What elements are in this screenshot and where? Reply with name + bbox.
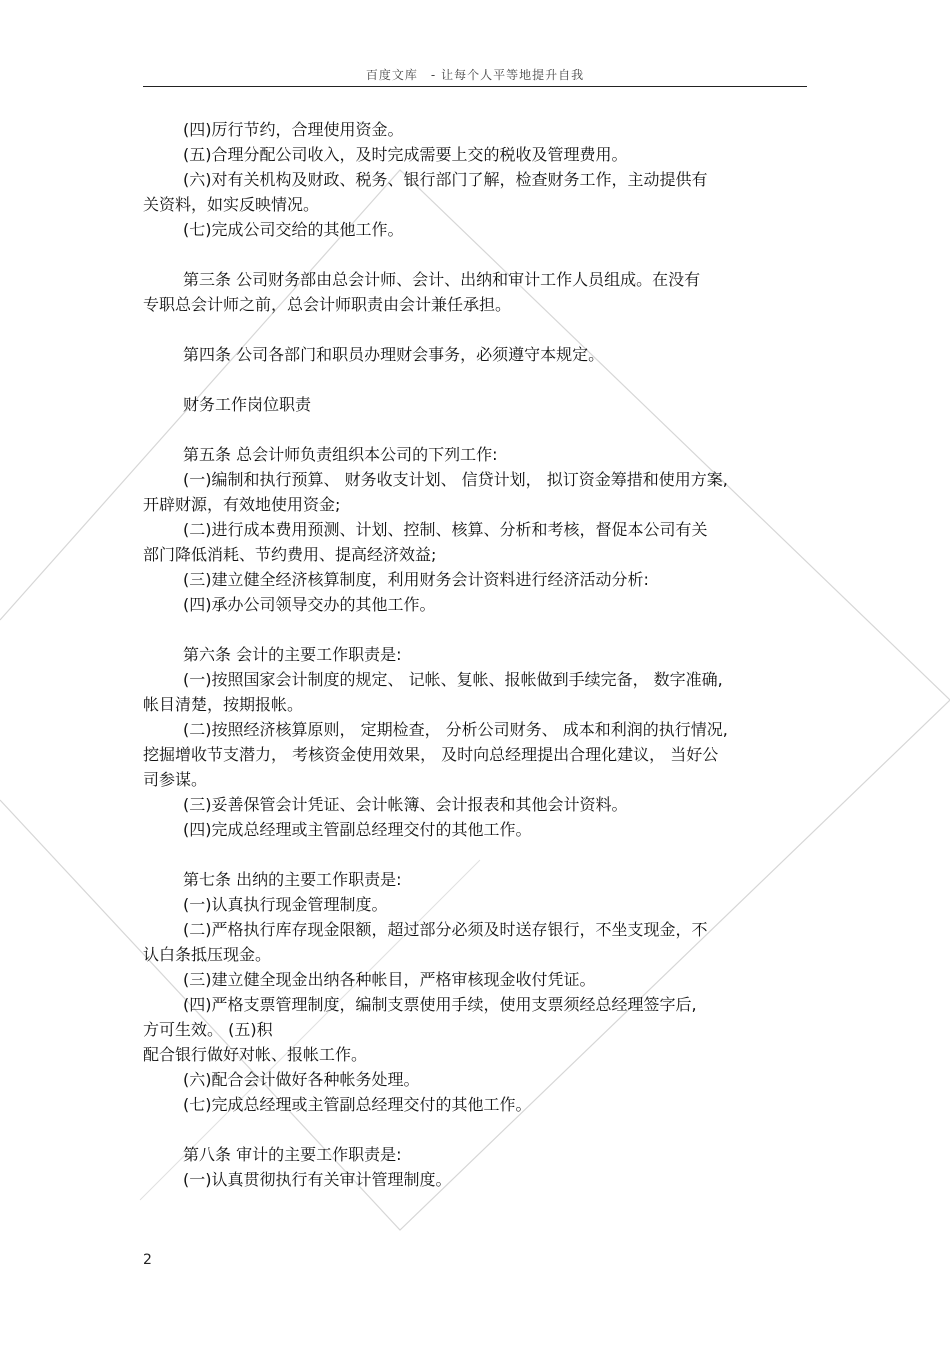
body-line: 司参谋。 [143,770,208,789]
body-line: (六)对有关机构及财政、税务、银行部门了解，检查财务工作，主动提供有 [183,170,708,189]
article-heading: 第四条 公司各部门和职员办理财会事务，必须遵守本规定。 [183,345,605,364]
article-heading: 第三条 公司财务部由总会计师、会计、出纳和审计工作人员组成。在没有 [183,270,701,289]
body-line: 方可生效。 (五)积 [143,1020,273,1039]
article-heading: 第七条 出纳的主要工作职责是: [183,870,402,889]
body-line: (四)严格支票管理制度，编制支票使用手续，使用支票须经总经理签字后, [183,995,697,1014]
body-line: 关资料，如实反映情况。 [143,195,320,214]
article-heading: 第五条 总会计师负责组织本公司的下列工作: [183,445,498,464]
body-line: (四)厉行节约，合理使用资金。 [183,120,404,139]
page-header: 百度文库 - 让每个人平等地提升自我 [365,68,585,82]
body-line: (三)建立健全现金出纳各种帐目，严格审核现金收付凭证。 [183,970,596,989]
body-line: 开辟财源，有效地使用资金; [143,495,341,514]
body-line: (二)进行成本费用预测、计划、控制、核算、分析和考核，督促本公司有关 [183,520,708,539]
body-line: 帐目清楚，按期报帐。 [143,695,304,714]
body-line: (四)完成总经理或主管副总经理交付的其他工作。 [183,820,532,839]
body-line: (七)完成公司交给的其他工作。 [183,220,404,239]
body-line: (七)完成总经理或主管副总经理交付的其他工作。 [183,1095,532,1114]
header-divider [143,86,807,87]
body-line: (一)认真贯彻执行有关审计管理制度。 [183,1170,452,1189]
article-heading: 第六条 会计的主要工作职责是: [183,645,402,664]
body-line: (四)承办公司领导交办的其他工作。 [183,595,436,614]
body-line: (二)严格执行库存现金限额，超过部分必须及时送存银行，不坐支现金，不 [183,920,708,939]
body-line: (二)按照经济核算原则， 定期检查， 分析公司财务、 成本和利润的执行情况, [183,720,728,739]
body-line: 挖掘增收节支潜力， 考核资金使用效果， 及时向总经理提出合理化建议， 当好公 [143,745,719,764]
body-line: 专职总会计师之前，总会计师职责由会计兼任承担。 [143,295,512,314]
body-line: 部门降低消耗、节约费用、提高经济效益; [143,545,437,564]
body-line: (一)编制和执行预算、 财务收支计划、 信贷计划， 拟订资金筹措和使用方案, [183,470,728,489]
body-line: (五)合理分配公司收入，及时完成需要上交的税收及管理费用。 [183,145,628,164]
body-line: (六)配合会计做好各种帐务处理。 [183,1070,420,1089]
body-line: (一)认真执行现金管理制度。 [183,895,388,914]
page-number: 2 [143,1252,152,1268]
body-line: (一)按照国家会计制度的规定、 记帐、复帐、报帐做到手续完备， 数字准确, [183,670,723,689]
body-line: 配合银行做好对帐、报帐工作。 [143,1045,368,1064]
body-line: 认白条抵压现金。 [143,945,272,964]
body-line: (三)建立健全经济核算制度，利用财务会计资料进行经济活动分析: [183,570,649,589]
article-heading: 第八条 审计的主要工作职责是: [183,1145,402,1164]
body-line: (三)妥善保管会计凭证、会计帐簿、会计报表和其他会计资料。 [183,795,628,814]
section-heading: 财务工作岗位职责 [183,395,312,414]
